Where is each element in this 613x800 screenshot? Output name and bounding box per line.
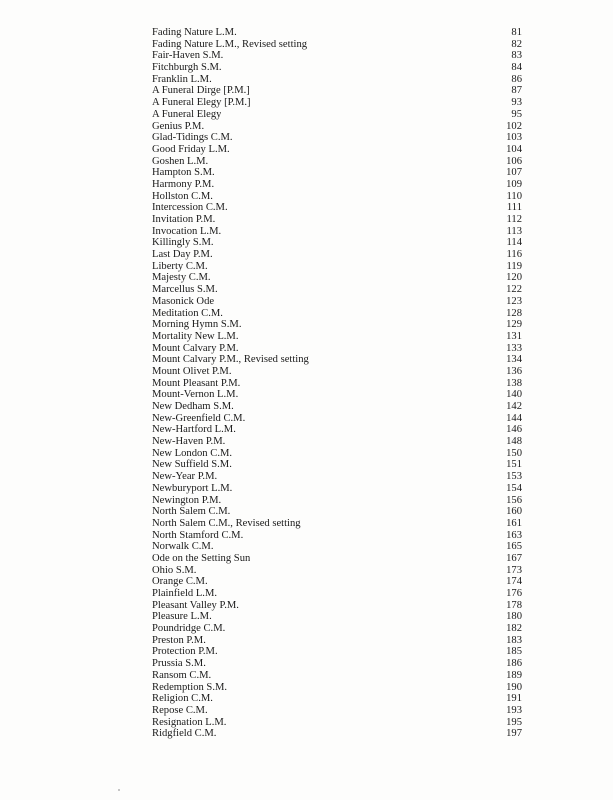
entry-title: A Funeral Elegy bbox=[152, 108, 222, 120]
entry-title: Ransom C.M. bbox=[152, 669, 212, 681]
entry-title: Masonick Ode bbox=[152, 295, 215, 307]
entry-title: Majesty C.M. bbox=[152, 272, 211, 284]
entry-page-number: 122 bbox=[506, 284, 522, 296]
entry-title: New Dedham S.M. bbox=[152, 401, 234, 412]
entry-page-number: 138 bbox=[506, 377, 522, 389]
entry-page-number: 150 bbox=[506, 447, 522, 459]
entry-title: Ridgfield C.M. bbox=[152, 728, 217, 740]
entry-page-number: 87 bbox=[511, 85, 522, 97]
entry-title: Fading Nature L.M. bbox=[152, 27, 237, 38]
entry-page-number: 153 bbox=[506, 471, 522, 483]
toc-entry bbox=[152, 85, 522, 97]
entry-title: New London C.M. bbox=[152, 447, 233, 459]
toc-entry bbox=[152, 682, 522, 694]
entry-page-number: 165 bbox=[506, 541, 522, 553]
toc-entry bbox=[152, 202, 522, 214]
entry-title: A Funeral Dirge [P.M.] bbox=[152, 85, 250, 97]
toc-entry bbox=[152, 249, 522, 261]
entry-page-number: 197 bbox=[506, 728, 522, 740]
entry-page-number: 102 bbox=[506, 120, 522, 132]
entry-page-number: 107 bbox=[506, 167, 522, 179]
entry-title: Invocation L.M. bbox=[152, 225, 222, 237]
toc-entry bbox=[152, 296, 522, 308]
toc-entry bbox=[152, 471, 522, 483]
toc-entry bbox=[152, 728, 522, 740]
toc-entry bbox=[152, 518, 522, 530]
entry-title: Mount Pleasant P.M. bbox=[152, 377, 241, 389]
entry-page-number: 82 bbox=[511, 38, 522, 50]
entry-title: Goshen L.M. bbox=[152, 155, 209, 167]
toc-entry bbox=[152, 226, 522, 238]
entry-title: Religion C.M. bbox=[152, 693, 213, 705]
entry-page-number: 112 bbox=[506, 214, 522, 225]
entry-title: Norwalk C.M. bbox=[152, 541, 214, 553]
entry-title: Mortality New L.M. bbox=[152, 330, 239, 342]
entry-page-number: 161 bbox=[506, 517, 522, 529]
toc-entry bbox=[152, 62, 522, 74]
entry-title: Last Day P.M. bbox=[152, 249, 213, 261]
entry-page-number: 167 bbox=[506, 552, 522, 564]
toc-entry bbox=[152, 495, 522, 507]
toc-entry bbox=[152, 109, 522, 121]
entry-page-number: 119 bbox=[506, 260, 522, 272]
entry-page-number: 81 bbox=[511, 27, 522, 38]
entry-page-number: 86 bbox=[511, 73, 522, 85]
toc-entry bbox=[152, 214, 522, 226]
entry-title: Prussia S.M. bbox=[152, 658, 206, 670]
entry-title: Harmony P.M. bbox=[152, 178, 215, 190]
entry-page-number: 116 bbox=[506, 249, 522, 261]
entry-page-number: 176 bbox=[506, 588, 522, 599]
entry-title: A Funeral Elegy [P.M.] bbox=[152, 97, 251, 109]
entry-title: Fair-Haven S.M. bbox=[152, 50, 224, 62]
scan-speck bbox=[118, 789, 120, 791]
entry-title: Fitchburgh S.M. bbox=[152, 62, 222, 74]
toc-entry bbox=[152, 167, 522, 179]
entry-title: North Salem C.M., Revised setting bbox=[152, 517, 301, 529]
entry-page-number: 106 bbox=[506, 155, 522, 167]
toc-entry bbox=[152, 541, 522, 553]
entry-title: New Suffield S.M. bbox=[152, 459, 232, 471]
entry-page-number: 148 bbox=[506, 436, 522, 448]
entry-page-number: 133 bbox=[506, 342, 522, 354]
entry-page-number: 114 bbox=[506, 237, 522, 249]
entry-page-number: 183 bbox=[506, 634, 522, 646]
entry-page-number: 180 bbox=[506, 611, 522, 623]
entry-title: Mount Calvary P.M. bbox=[152, 342, 239, 354]
toc-entry bbox=[152, 179, 522, 191]
entry-page-number: 154 bbox=[506, 482, 522, 494]
entry-page-number: 109 bbox=[506, 178, 522, 190]
entry-page-number: 190 bbox=[506, 681, 522, 693]
entry-page-number: 160 bbox=[506, 506, 522, 518]
entry-title: Orange C.M. bbox=[152, 576, 208, 588]
entry-page-number: 146 bbox=[506, 424, 522, 436]
toc-entry bbox=[152, 565, 522, 577]
entry-page-number: 185 bbox=[506, 646, 522, 658]
entry-page-number: 182 bbox=[506, 623, 522, 635]
entry-page-number: 103 bbox=[506, 132, 522, 144]
entry-page-number: 186 bbox=[506, 658, 522, 670]
toc-entry bbox=[152, 261, 522, 273]
entry-title: Pleasant Valley P.M. bbox=[152, 599, 239, 611]
entry-page-number: 113 bbox=[506, 225, 522, 237]
entry-title: Repose C.M. bbox=[152, 704, 208, 716]
entry-title: Fading Nature L.M., Revised setting bbox=[152, 38, 308, 50]
entry-title: North Salem C.M. bbox=[152, 506, 231, 518]
entry-title: North Stamford C.M. bbox=[152, 529, 244, 541]
entry-page-number: 189 bbox=[506, 669, 522, 681]
entry-title: New-Hartford L.M. bbox=[152, 424, 236, 436]
entry-page-number: 163 bbox=[506, 529, 522, 541]
toc-entry bbox=[152, 319, 522, 331]
entry-title: New-Haven P.M. bbox=[152, 436, 226, 448]
toc-entry bbox=[152, 97, 522, 109]
entry-title: Mount Olivet P.M. bbox=[152, 365, 232, 377]
toc-entry bbox=[152, 693, 522, 705]
toc-entry bbox=[152, 132, 522, 144]
toc-entry bbox=[152, 424, 522, 436]
entry-page-number: 104 bbox=[506, 143, 522, 155]
toc-entry bbox=[152, 191, 522, 203]
toc-entry bbox=[152, 50, 522, 62]
toc-entry bbox=[152, 389, 522, 401]
toc-entry bbox=[152, 331, 522, 343]
entry-page-number: 110 bbox=[506, 190, 522, 202]
entry-title: Poundridge C.M. bbox=[152, 623, 226, 635]
entry-title: Redemption S.M. bbox=[152, 681, 228, 693]
entry-page-number: 140 bbox=[506, 389, 522, 401]
entry-page-number: 128 bbox=[506, 307, 522, 319]
toc-entry bbox=[152, 670, 522, 682]
entry-title: Liberty C.M. bbox=[152, 260, 208, 272]
toc-entry bbox=[152, 623, 522, 635]
toc-entry bbox=[152, 74, 522, 86]
entry-page-number: 83 bbox=[511, 50, 522, 62]
toc-entry bbox=[152, 635, 522, 647]
entry-title: Hampton S.M. bbox=[152, 167, 215, 179]
toc-entry bbox=[152, 366, 522, 378]
toc-entry bbox=[152, 343, 522, 355]
toc-entry bbox=[152, 576, 522, 588]
toc-entry bbox=[152, 506, 522, 518]
toc-entry bbox=[152, 156, 522, 168]
toc-entry bbox=[152, 600, 522, 612]
entry-page-number: 173 bbox=[506, 564, 522, 576]
toc-entry bbox=[152, 658, 522, 670]
entry-page-number: 142 bbox=[506, 401, 522, 412]
toc-entry bbox=[152, 378, 522, 390]
entry-title: Intercession C.M. bbox=[152, 202, 228, 214]
entry-title: Genius P.M. bbox=[152, 120, 205, 132]
entry-title: Hollston C.M. bbox=[152, 190, 213, 202]
entry-page-number: 95 bbox=[511, 108, 522, 120]
entry-page-number: 195 bbox=[506, 716, 522, 728]
entry-page-number: 191 bbox=[506, 693, 522, 705]
entry-page-number: 84 bbox=[511, 62, 522, 74]
toc-entry bbox=[152, 413, 522, 425]
toc-entry bbox=[152, 39, 522, 51]
entry-title: Plainfield L.M. bbox=[152, 588, 218, 599]
entry-title: Meditation C.M. bbox=[152, 307, 223, 319]
entry-title: Invitation P.M. bbox=[152, 214, 216, 225]
toc-entry bbox=[152, 483, 522, 495]
toc-entry bbox=[152, 237, 522, 249]
entry-title: Glad-Tidings C.M. bbox=[152, 132, 233, 144]
entry-title: Preston P.M. bbox=[152, 634, 206, 646]
toc-entry bbox=[152, 284, 522, 296]
entry-title: Pleasure L.M. bbox=[152, 611, 212, 623]
entry-title: Mount-Vernon L.M. bbox=[152, 389, 239, 401]
entry-title: Protection P.M. bbox=[152, 646, 218, 658]
entry-title: Morning Hymn S.M. bbox=[152, 319, 242, 331]
entry-page-number: 129 bbox=[506, 319, 522, 331]
entry-title: New-Year P.M. bbox=[152, 471, 218, 483]
toc-entry bbox=[152, 553, 522, 565]
entry-title: Ode on the Setting Sun bbox=[152, 552, 251, 564]
entry-title: Killingly S.M. bbox=[152, 237, 214, 249]
toc-entry bbox=[152, 588, 522, 600]
toc-entry bbox=[152, 144, 522, 156]
toc-entry bbox=[152, 717, 522, 729]
entry-page-number: 193 bbox=[506, 704, 522, 716]
entry-title: Franklin L.M. bbox=[152, 73, 212, 85]
toc-entry bbox=[152, 530, 522, 542]
entry-page-number: 134 bbox=[506, 354, 522, 366]
entry-page-number: 131 bbox=[506, 330, 522, 342]
entry-title: Newburyport L.M. bbox=[152, 482, 233, 494]
entry-page-number: 151 bbox=[506, 459, 522, 471]
toc-entry bbox=[152, 448, 522, 460]
toc-entry bbox=[152, 27, 522, 39]
entry-title: Marcellus S.M. bbox=[152, 284, 218, 296]
toc-entry bbox=[152, 646, 522, 658]
entry-title: Mount Calvary P.M., Revised setting bbox=[152, 354, 309, 366]
toc-entry bbox=[152, 272, 522, 284]
toc-entry bbox=[152, 436, 522, 448]
entry-page-number: 120 bbox=[506, 272, 522, 284]
entry-title: Newington P.M. bbox=[152, 494, 222, 506]
toc-entry bbox=[152, 121, 522, 133]
entry-title: Ohio S.M. bbox=[152, 564, 197, 576]
entry-title: New-Greenfield C.M. bbox=[152, 412, 246, 424]
toc-entry bbox=[152, 705, 522, 717]
entry-page-number: 93 bbox=[511, 97, 522, 109]
table-of-contents bbox=[152, 27, 522, 740]
toc-entry bbox=[152, 354, 522, 366]
entry-page-number: 136 bbox=[506, 365, 522, 377]
entry-title: Good Friday L.M. bbox=[152, 143, 230, 155]
toc-entry bbox=[152, 611, 522, 623]
entry-page-number: 111 bbox=[506, 202, 522, 214]
toc-entry bbox=[152, 401, 522, 413]
entry-page-number: 123 bbox=[506, 295, 522, 307]
toc-entry bbox=[152, 308, 522, 320]
entry-title: Resignation L.M. bbox=[152, 716, 227, 728]
entry-page-number: 178 bbox=[506, 599, 522, 611]
entry-page-number: 144 bbox=[506, 412, 522, 424]
entry-page-number: 156 bbox=[506, 494, 522, 506]
entry-page-number: 174 bbox=[506, 576, 522, 588]
toc-entry bbox=[152, 459, 522, 471]
